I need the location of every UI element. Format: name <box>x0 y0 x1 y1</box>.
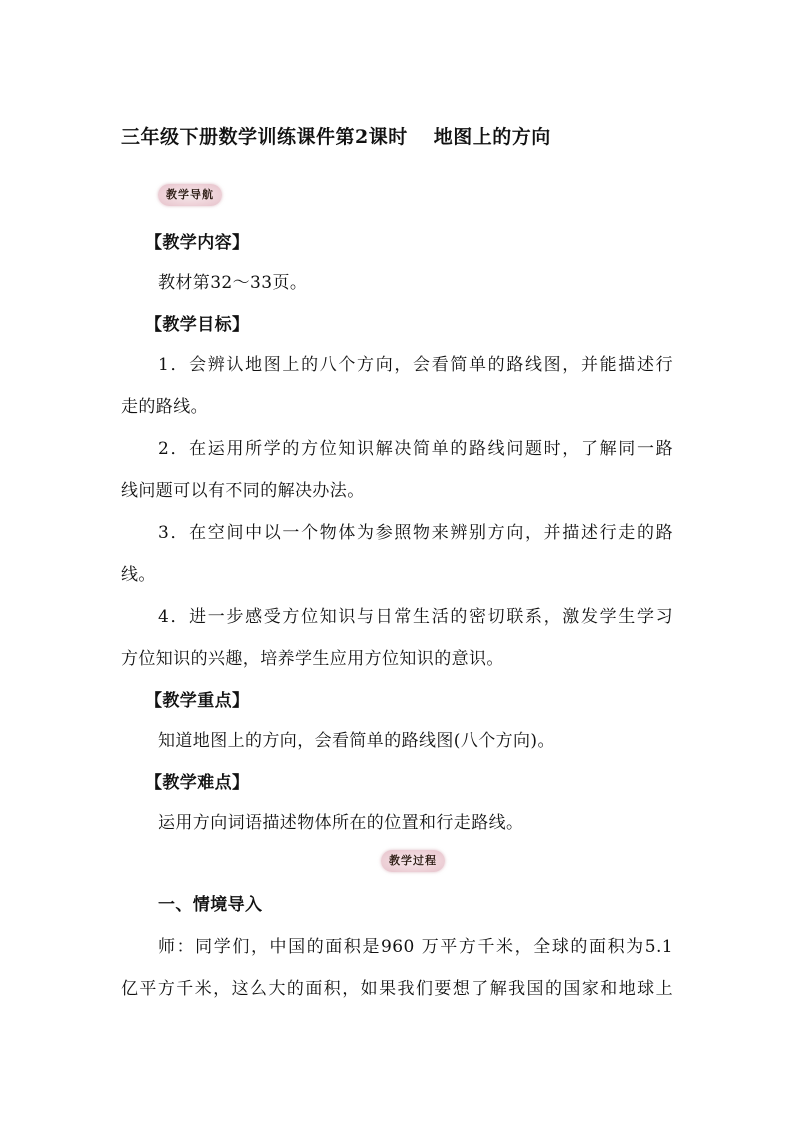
goal-3-line-2: 线。 <box>121 565 156 585</box>
text-teaching-content: 教材第32～33页。 <box>158 273 308 293</box>
goal-4-line-1: 4．进一步感受方位知识与日常生活的密切联系，激发学生学习 <box>158 607 673 627</box>
goal-2-line-1: 2．在运用所学的方位知识解决简单的路线问题时，了解同一路 <box>158 439 673 459</box>
heading-situation-intro: 一、情境导入 <box>158 895 263 915</box>
teaching-navigation-badge: 教学导航 <box>158 184 222 206</box>
text-teaching-difficulty: 运用方向词语描述物体所在的位置和行走路线。 <box>158 813 524 833</box>
heading-teaching-content: 【教学内容】 <box>145 233 250 253</box>
goal-3-line-1: 3．在空间中以一个物体为参照物来辨别方向，并描述行走的路 <box>158 523 673 543</box>
intro-line-2: 亿平方千米，这么大的面积，如果我们要想了解我国的国家和地球上 <box>121 979 673 999</box>
title-sub: 地图上的方向 <box>433 126 551 148</box>
heading-teaching-goals: 【教学目标】 <box>145 315 250 335</box>
text-teaching-key: 知道地图上的方向，会看简单的路线图(八个方向)。 <box>158 731 555 751</box>
intro-line-1: 师：同学们，中国的面积是960 万平方千米，全球的面积为5.1 <box>158 937 673 957</box>
title-main: 三年级下册数学训练课件第2课时 <box>121 126 408 148</box>
goal-1-line-1: 1．会辨认地图上的八个方向，会看简单的路线图，并能描述行 <box>158 355 673 375</box>
heading-teaching-key: 【教学重点】 <box>145 691 250 711</box>
goal-2-line-2: 线问题可以有不同的解决办法。 <box>121 481 365 501</box>
goal-4-line-2: 方位知识的兴趣，培养学生应用方位知识的意识。 <box>121 649 504 669</box>
document-title <box>121 122 551 149</box>
goal-1-line-2: 走的路线。 <box>121 397 208 417</box>
heading-teaching-difficulty: 【教学难点】 <box>145 773 250 793</box>
teaching-process-badge: 教学过程 <box>381 850 445 872</box>
